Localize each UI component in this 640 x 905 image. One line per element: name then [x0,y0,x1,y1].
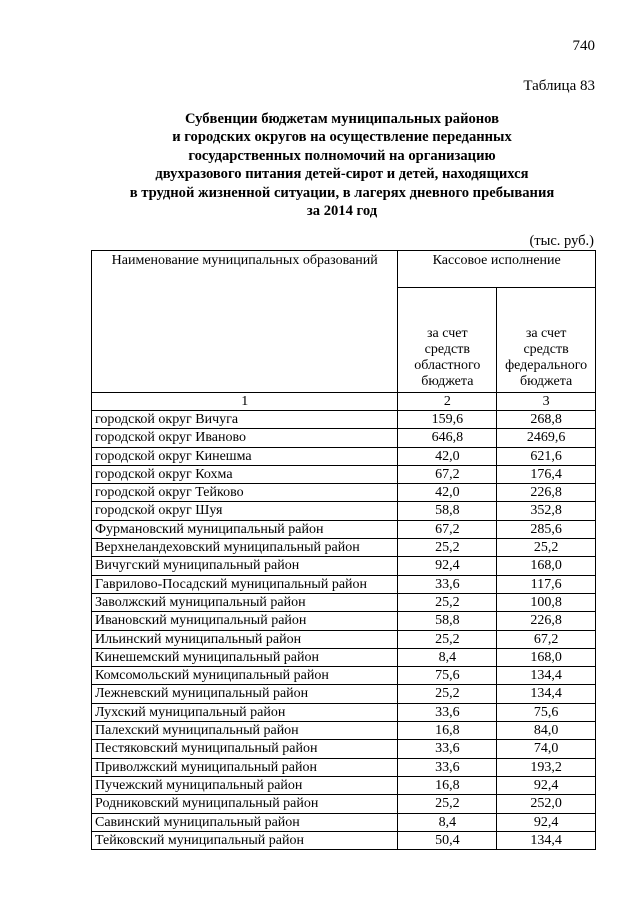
header-line: областного [414,358,481,373]
regional-budget-value: 58,8 [398,612,497,630]
municipality-name: Пучежский муниципальный район [92,776,398,794]
title-line: государственных полномочий на организацию [188,147,496,164]
municipality-name: Комсомольский муниципальный район [92,667,398,685]
title-line: и городских округов на осуществление переданных [172,129,512,146]
federal-budget-value: 268,8 [497,411,596,429]
table-row [92,612,596,630]
federal-budget-value: 2469,6 [497,429,596,447]
regional-budget-value: 33,6 [398,740,497,758]
table-row [92,557,596,575]
federal-budget-value: 117,6 [497,575,596,593]
municipality-name: городской округ Тейково [92,484,398,502]
municipality-name: Палехский муниципальный район [92,722,398,740]
federal-budget-value: 84,0 [497,722,596,740]
header-line: средств [424,342,470,357]
regional-budget-value: 33,6 [398,575,497,593]
municipality-name: городской округ Иваново [92,429,398,447]
title-line: двухразового питания детей-сирот и детей, находящихся [155,166,529,183]
table-row [92,593,596,611]
federal-budget-value: 226,8 [497,612,596,630]
table-row [92,429,596,447]
table-row [92,667,596,685]
municipality-name: Лежневский муниципальный район [92,685,398,703]
column-number: 2 [398,393,497,411]
regional-budget-value: 67,2 [398,465,497,483]
federal-budget-value: 193,2 [497,758,596,776]
municipality-name: Пестяковский муниципальный район [92,740,398,758]
municipality-name: Лухский муниципальный район [92,703,398,721]
municipality-name: городской округ Кохма [92,465,398,483]
municipality-name: Фурмановский муниципальный район [92,520,398,538]
table-row [92,539,596,557]
federal-budget-value: 134,4 [497,685,596,703]
municipality-name: Савинский муниципальный район [92,813,398,831]
regional-budget-value: 25,2 [398,539,497,557]
table-row [92,795,596,813]
column-number: 1 [92,393,398,411]
column-number-row [92,393,596,411]
municipality-name: Ивановский муниципальный район [92,612,398,630]
table-row [92,520,596,538]
federal-budget-value: 74,0 [497,740,596,758]
municipality-name: городской округ Кинешма [92,447,398,465]
table-row [92,630,596,648]
table-row [92,685,596,703]
header-line: бюджета [421,374,474,389]
regional-budget-value: 25,2 [398,685,497,703]
municipality-name: Ильинский муниципальный район [92,630,398,648]
title-line: за 2014 год [306,203,378,220]
regional-budget-value: 42,0 [398,447,497,465]
regional-budget-value: 33,6 [398,758,497,776]
table-header-row [92,251,596,288]
table-row [92,411,596,429]
column-header-regional [398,288,497,393]
regional-budget-value: 92,4 [398,557,497,575]
units-label: (тыс. руб.) [529,233,594,249]
table-number: Таблица 83 [523,78,595,94]
table-row [92,831,596,849]
federal-budget-value: 285,6 [497,520,596,538]
title-line: в трудной жизненной ситуации, в лагерях дневного пребывания [129,184,555,201]
regional-budget-value: 159,6 [398,411,497,429]
column-header-federal [497,288,596,393]
page-number: 740 [572,38,595,54]
table-row [92,722,596,740]
header-line: за счет [525,326,567,341]
federal-budget-value: 75,6 [497,703,596,721]
table-row [92,740,596,758]
regional-budget-value: 75,6 [398,667,497,685]
regional-budget-value: 16,8 [398,722,497,740]
regional-budget-value: 8,4 [398,813,497,831]
municipality-name: Гаврилово-Посадский муниципальный район [92,575,398,593]
federal-budget-value: 134,4 [497,831,596,849]
federal-budget-value: 252,0 [497,795,596,813]
title-line: Субвенции бюджетам муниципальных районов [184,111,499,127]
table-row [92,484,596,502]
header-line: бюджета [520,374,573,389]
municipality-name: Заволжский муниципальный район [92,593,398,611]
federal-budget-value: 352,8 [497,502,596,520]
federal-budget-value: 92,4 [497,813,596,831]
municipality-name: Родниковский муниципальный район [92,795,398,813]
regional-budget-value: 646,8 [398,429,497,447]
table-row [92,465,596,483]
regional-budget-value: 25,2 [398,593,497,611]
header-line: за счет [427,326,468,341]
federal-budget-value: 621,6 [497,447,596,465]
federal-budget-value: 168,0 [497,557,596,575]
municipality-name: Тейковский муниципальный район [92,831,398,849]
column-group-header: Кассовое исполнение [398,251,596,288]
table-row [92,813,596,831]
column-header-name: Наименование муниципальных образований [92,251,398,393]
federal-budget-value: 176,4 [497,465,596,483]
regional-budget-value: 33,6 [398,703,497,721]
table-row [92,776,596,794]
table-row [92,648,596,666]
header-line: федерального [505,358,588,373]
table-row [92,758,596,776]
regional-budget-value: 8,4 [398,648,497,666]
federal-budget-value: 67,2 [497,630,596,648]
municipality-name: Верхнеландеховский муниципальный район [92,539,398,557]
federal-budget-value: 92,4 [497,776,596,794]
federal-budget-value: 100,8 [497,593,596,611]
municipality-name: Вичугский муниципальный район [92,557,398,575]
municipality-name: городской округ Вичуга [92,411,398,429]
municipality-name: Кинешемский муниципальный район [92,648,398,666]
regional-budget-value: 50,4 [398,831,497,849]
table-row [92,575,596,593]
regional-budget-value: 42,0 [398,484,497,502]
column-number: 3 [497,393,596,411]
regional-budget-value: 67,2 [398,520,497,538]
municipality-name: городской округ Шуя [92,502,398,520]
federal-budget-value: 168,0 [497,648,596,666]
regional-budget-value: 25,2 [398,630,497,648]
regional-budget-value: 58,8 [398,502,497,520]
federal-budget-value: 25,2 [497,539,596,557]
municipality-name: Приволжский муниципальный район [92,758,398,776]
table-row [92,447,596,465]
document-title [90,110,594,220]
regional-budget-value: 16,8 [398,776,497,794]
header-line: средств [523,342,569,357]
federal-budget-value: 134,4 [497,667,596,685]
subventions-table [91,250,596,850]
federal-budget-value: 226,8 [497,484,596,502]
table-row [92,502,596,520]
table-row [92,703,596,721]
regional-budget-value: 25,2 [398,795,497,813]
